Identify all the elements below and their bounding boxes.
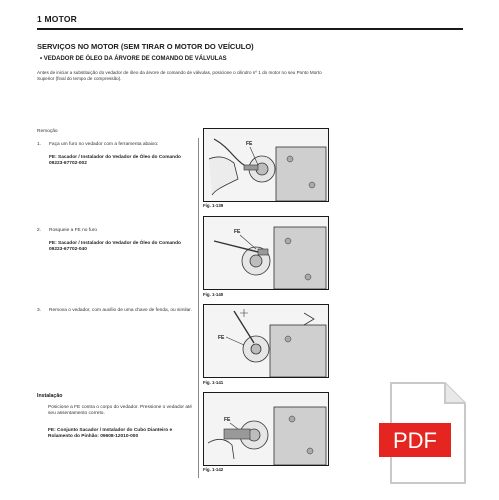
removal-label: Remoção: [37, 129, 58, 134]
chapter-title: 1 MOTOR: [37, 14, 77, 24]
figure-1-142: [203, 392, 329, 466]
figure-1-139: [203, 128, 329, 202]
install-fe: FE: Conjunto Sacador / Instalador do Cubo Dianteiro e Rolamento do Pinhão: 09608-12010-000: [48, 428, 173, 439]
step-1: [37, 142, 197, 167]
install-title: Instalação: [37, 393, 63, 399]
figure-caption: Fig. 1-141: [203, 380, 224, 385]
install-text: Posicione a FE contra o corpo do vedador. Pressione o vedador até seu assentamento correto.: [48, 405, 192, 416]
step-code: 09223-67702-002: [49, 161, 87, 166]
step-code: 09223-67702-040: [49, 247, 87, 252]
step-number: 3.: [37, 308, 42, 313]
intro-paragraph: Antes de iniciar a substituição do vedador de óleo da árvore de comando de válvulas, posicione o cilindro nº 1 do motor no seu Ponto Morto Superior (final do tempo de compressão).: [37, 70, 322, 81]
step-text: Remova o vedador, com auxílio de uma chave de fenda, ou similar.: [49, 308, 192, 313]
engine-illustration-1: [204, 129, 328, 201]
step-text: Rosqueie a FE no furo: [49, 228, 97, 233]
page-header: [37, 14, 463, 30]
fe-callout: FE: [224, 417, 231, 423]
step-number: 2.: [37, 228, 42, 233]
fe-callout: FE: [234, 229, 241, 235]
column-divider: [198, 138, 199, 478]
header-rule: [37, 28, 463, 30]
figure-caption: Fig. 1-139: [203, 203, 224, 208]
pdf-file-icon: [375, 377, 479, 489]
step-2: [37, 228, 197, 253]
step-fe: FE: Sacador / Instalador do Vedador de Óleo do Comando: [49, 155, 181, 160]
sub-title: • VEDADOR DE ÓLEO DA ÁRVORE DE COMANDO DE VÁLVULAS: [40, 56, 227, 62]
step-text: Faça um furo no vedador com a ferramenta abaixo:: [49, 142, 159, 147]
step-3: [37, 308, 197, 314]
figure-1-141: [203, 304, 329, 378]
figure-caption: Fig. 1-142: [203, 467, 224, 472]
fe-callout: FE: [218, 335, 225, 341]
pdf-label: PDF: [393, 428, 437, 453]
figure-1-140: [203, 216, 329, 290]
step-number: 1.: [37, 142, 42, 147]
fe-callout: FE: [246, 141, 253, 147]
section-title: SERVIÇOS NO MOTOR (SEM TIRAR O MOTOR DO VEÍCULO): [37, 42, 254, 51]
figure-caption: Fig. 1-140: [203, 292, 224, 297]
step-fe: FE: Sacador / Instalador do Vedador de Óleo do Comando: [49, 241, 181, 246]
